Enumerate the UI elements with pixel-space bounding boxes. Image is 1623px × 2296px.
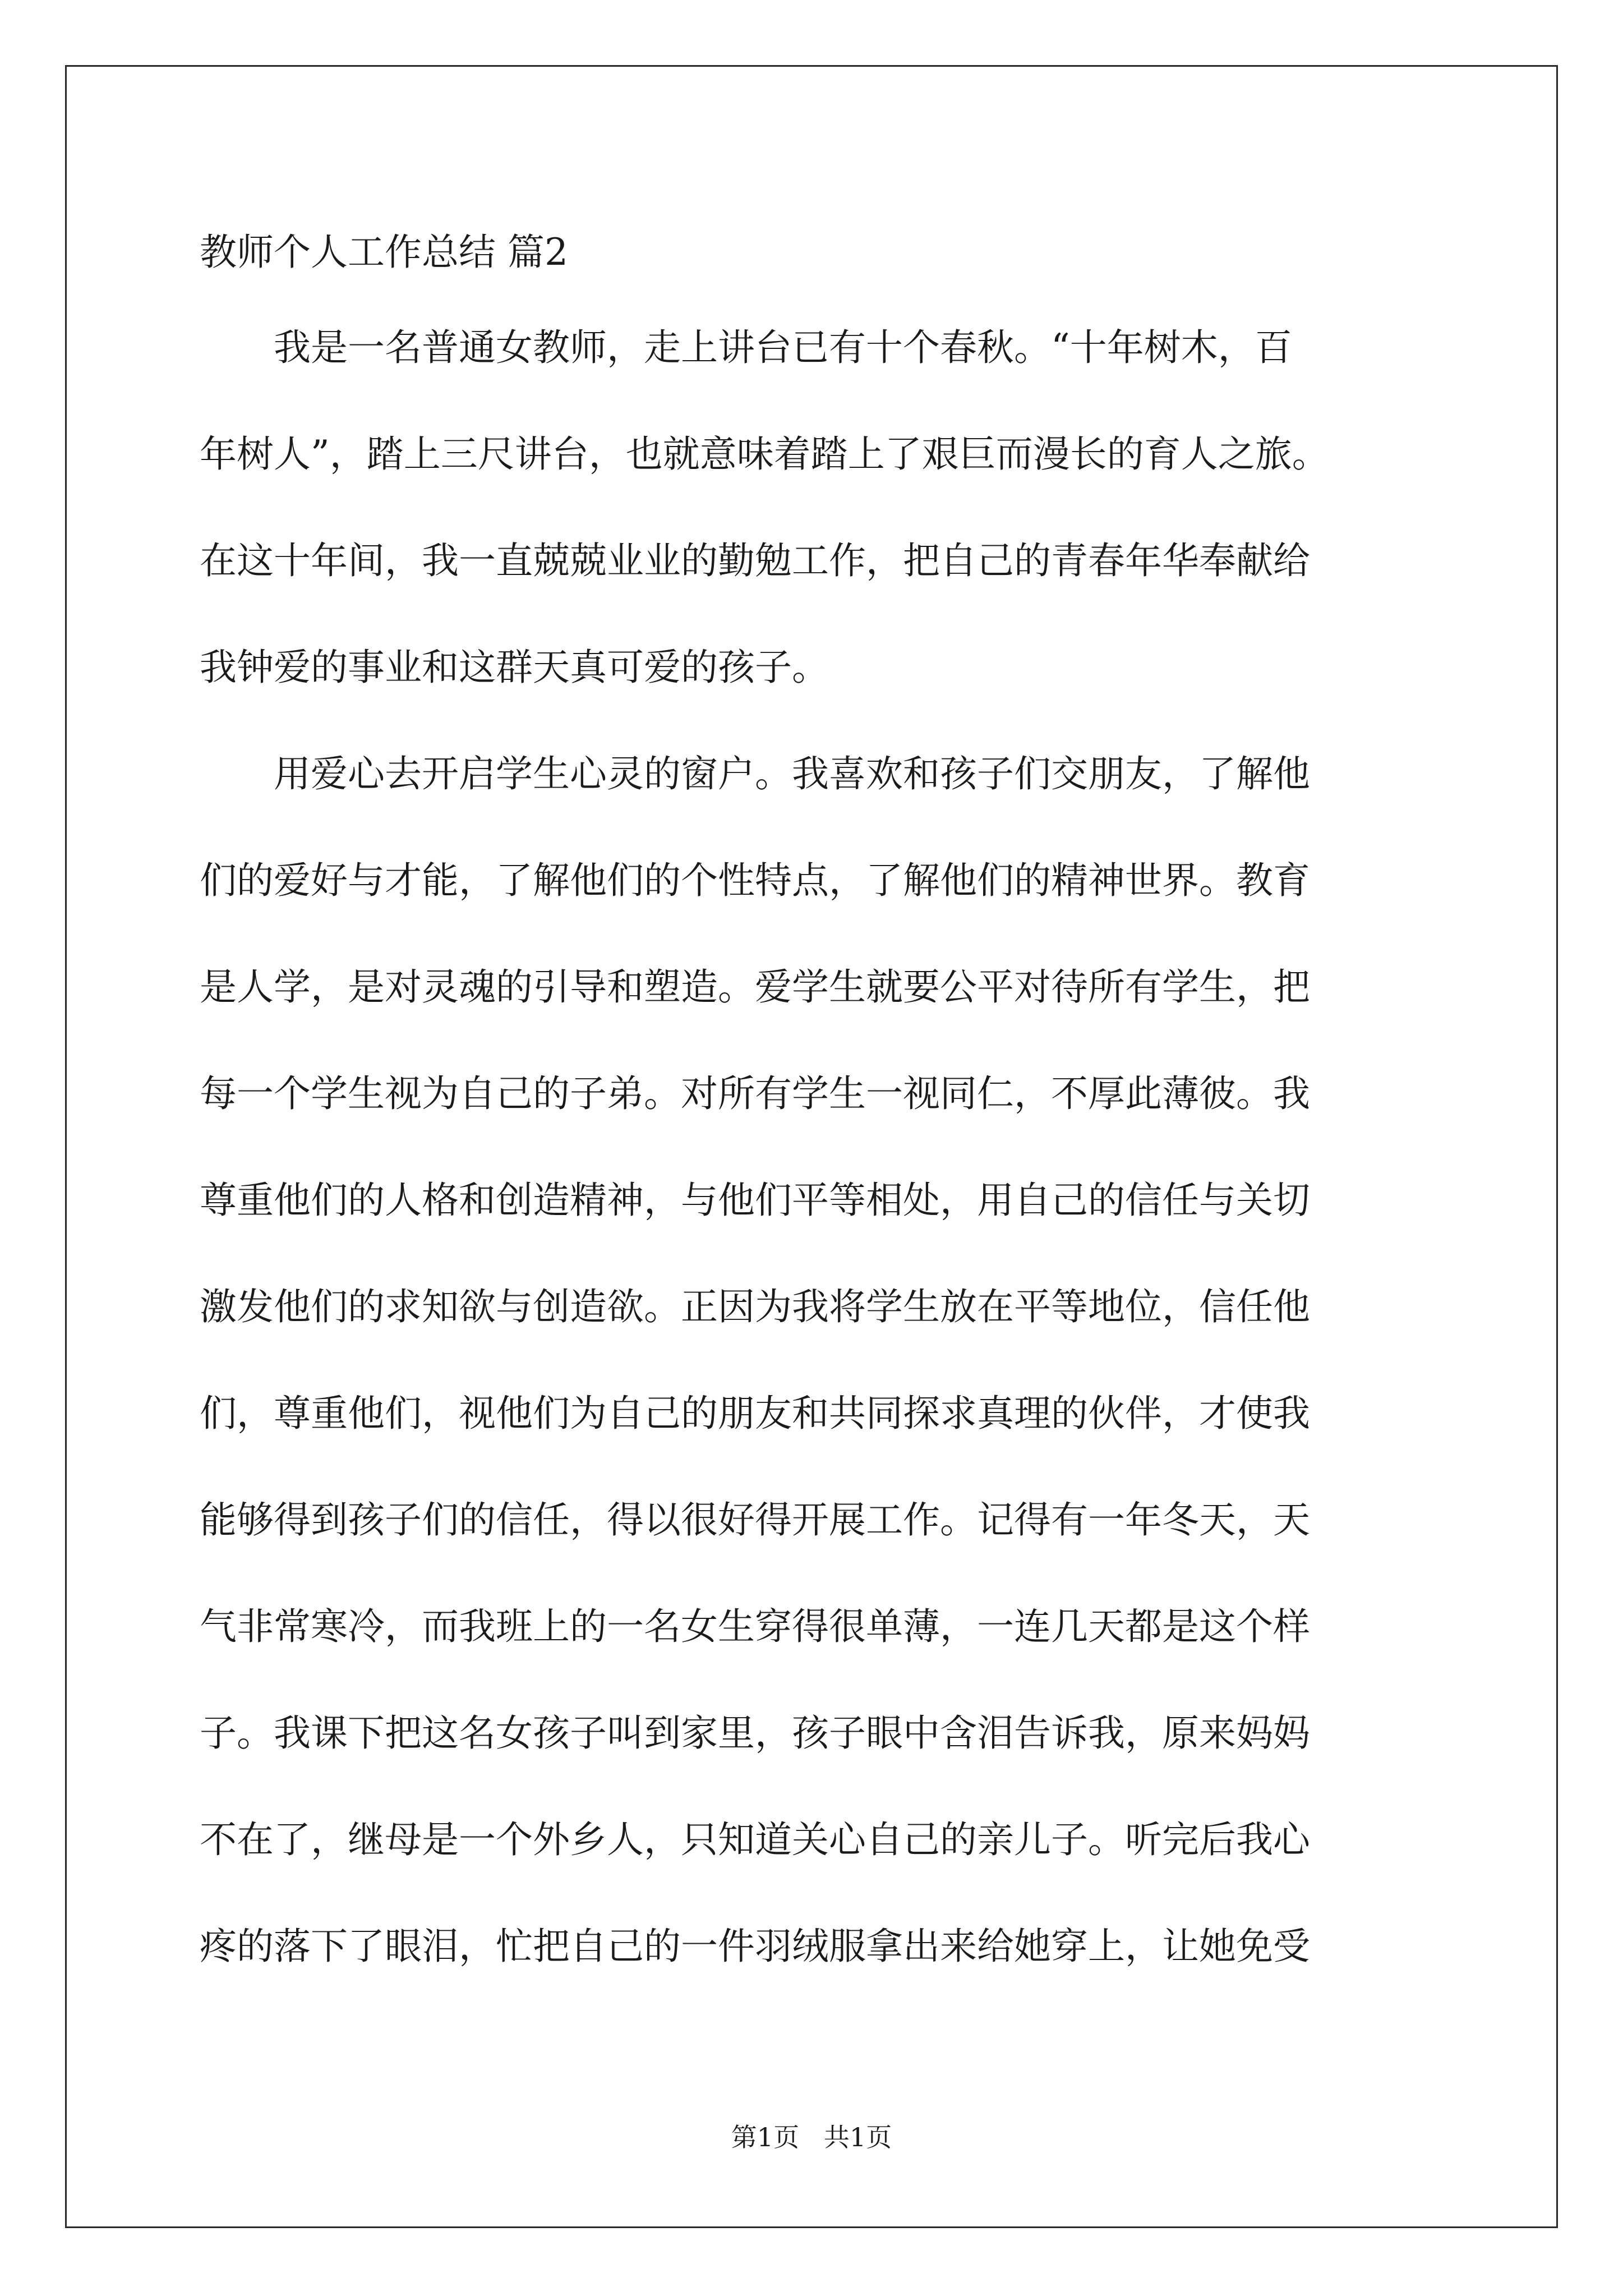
text-line: 激发他们的求知欲与创造欲。正因为我将学生放在平等地位，信任他 [200, 1285, 1310, 1328]
text-line: 我钟爱的事业和这群天真可爱的孩子。 [200, 646, 829, 689]
text-line: 不在了，继母是一个外乡人，只知道关心自己的亲儿子。听完后我心 [200, 1818, 1310, 1861]
text-line: 们，尊重他们，视他们为自己的朋友和共同探求真理的伙伴，才使我 [200, 1392, 1310, 1435]
text-line: 气非常寒冷，而我班上的一名女生穿得很单薄，一连几天都是这个样 [200, 1605, 1310, 1648]
document-heading: 教师个人工作总结 篇2 [200, 231, 568, 274]
text-line: 疼的落下了眼泪，忙把自己的一件羽绒服拿出来给她穿上，让她免受 [200, 1925, 1310, 1968]
page-footer: 第1页 共1页 [731, 2122, 892, 2152]
text-line: 我是一名普通女教师，走上讲台已有十个春秋。“十年树木，百 [200, 326, 1292, 369]
text-line: 年树人”，踏上三尺讲台，也就意味着踏上了艰巨而漫长的育人之旅。 [200, 432, 1329, 476]
text-line: 用爱心去开启学生心灵的窗户。我喜欢和孩子们交朋友，了解他 [200, 752, 1310, 795]
page-border [65, 65, 1558, 2228]
text-line: 子。我课下把这名女孩子叫到家里，孩子眼中含泪告诉我，原来妈妈 [200, 1711, 1310, 1755]
text-line: 是人学，是对灵魂的引导和塑造。爱学生就要公平对待所有学生，把 [200, 965, 1310, 1009]
text-line: 在这十年间，我一直兢兢业业的勤勉工作，把自己的青春年华奉献给 [200, 539, 1310, 582]
text-line: 每一个学生视为自己的子弟。对所有学生一视同仁，不厚此薄彼。我 [200, 1072, 1310, 1115]
text-line: 能够得到孩子们的信任，得以很好得开展工作。记得有一年冬天，天 [200, 1498, 1310, 1542]
text-line: 尊重他们的人格和创造精神，与他们平等相处，用自己的信任与关切 [200, 1179, 1310, 1222]
text-line: 们的爱好与才能，了解他们的个性特点，了解他们的精神世界。教育 [200, 859, 1310, 902]
